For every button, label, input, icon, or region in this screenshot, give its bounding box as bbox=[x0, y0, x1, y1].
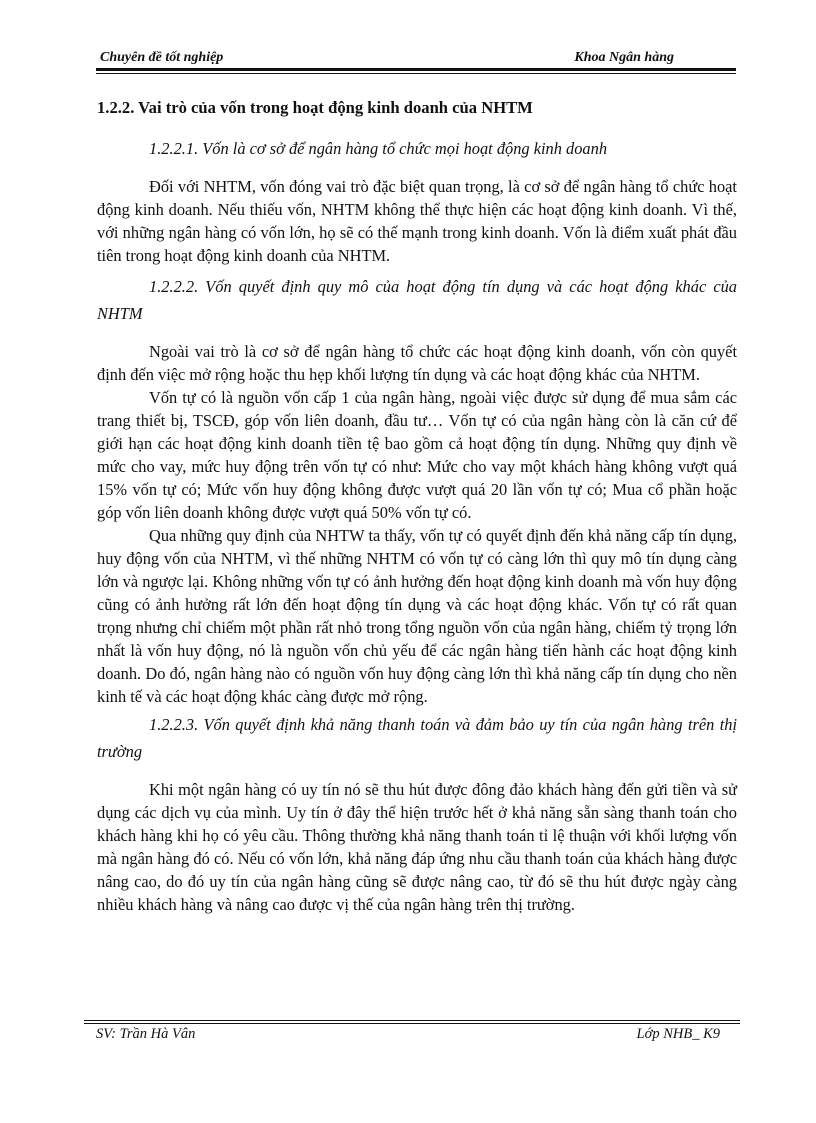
footer-left-text: SV: Trần Hà Vân bbox=[96, 1026, 196, 1042]
page-footer bbox=[96, 1026, 736, 1046]
footer-rule-bottom bbox=[84, 1023, 740, 1024]
header-right-text: Khoa Ngân hàng bbox=[574, 50, 674, 65]
subsection-heading-1: 1.2.2.1. Vốn là cơ sở để ngân hàng tổ chức mọi hoạt động kinh doanh bbox=[149, 139, 608, 158]
header-rule-thin bbox=[96, 73, 736, 74]
document-body bbox=[97, 96, 737, 916]
paragraph: Ngoài vai trò là cơ sở để ngân hàng tổ chức các hoạt động kinh doanh, vốn còn quyết định đến việc mở rộng hoặc thu hẹp khối lượng tín dụng và các hoạt động khác của NHTM. bbox=[97, 342, 737, 384]
header-left-text: Chuyên đề tốt nghiệp bbox=[100, 50, 224, 65]
header-rule-thick bbox=[96, 68, 736, 71]
paragraph: Qua những quy định của NHTW ta thấy, vốn tự có quyết định đến khả năng cấp tín dụng, huy động vốn của NHTM, vì thế những NHTM có vốn tự có càng lớn thì quy mô tín dụng càng lớn và ngược lại. Không những vốn tự có ảnh hưởng đến hoạt động kinh doanh mà vốn huy động cũng có ảnh hưởng rất lớn đến hoạt động tín dụng và các hoạt động khác. Vốn tự có rất quan trọng nhưng chỉ chiếm một phần rất nhỏ trong tổng nguồn vốn của ngân hàng, chiếm tỷ trọng lớn nhất là vốn huy động, nó là nguồn vốn chủ yếu để các ngân hàng tiến hành các hoạt động kinh doanh. Do đó, ngân hàng nào có nguồn vốn huy động càng lớn thì khả năng cấp tín dụng cho nền kinh tế và các hoạt động khác càng được mở rộng. bbox=[97, 526, 737, 706]
paragraph: Đối với NHTM, vốn đóng vai trò đặc biệt quan trọng, là cơ sở để ngân hàng tổ chức hoạt động kinh doanh. Nếu thiếu vốn, NHTM không thể thực hiện các hoạt động kinh doanh. Vì thế, với những ngân hàng có vốn lớn, họ sẽ có thế mạnh trong kinh doanh. Vốn là điểm xuất phát đầu tiên trong hoạt động kinh doanh của NHTM. bbox=[97, 177, 737, 265]
subsection-heading-3: 1.2.2.3. Vốn quyết định khả năng thanh toán và đảm bảo uy tín của ngân hàng trên thị trường bbox=[97, 715, 737, 761]
paragraph: Vốn tự có là nguồn vốn cấp 1 của ngân hàng, ngoài việc được sử dụng để mua sắm các trang thiết bị, TSCĐ, góp vốn liên doanh, đầu tư… Vốn tự có của ngân hàng còn là căn cứ để giới hạn các hoạt động kinh doanh tiền tệ bao gồm cả hoạt động tín dụng. Những quy định về mức cho vay, mức huy động trên vốn tự có như: Mức cho vay một khách hàng không vượt quá 15% vốn tự có; Mức vốn huy động không được vượt quá 20 lần vốn tự có; Mua cổ phần hoặc góp vốn liên doanh không được vượt quá 50% vốn tự có. bbox=[97, 388, 737, 522]
footer-rule-top bbox=[84, 1020, 740, 1021]
footer-right-text: Lớp NHB_ K9 bbox=[636, 1026, 720, 1042]
subsection-heading-2: 1.2.2.2. Vốn quyết định quy mô của hoạt động tín dụng và các hoạt động khác của NHTM bbox=[97, 277, 737, 323]
page-header bbox=[96, 48, 736, 68]
section-heading: 1.2.2. Vai trò của vốn trong hoạt động kinh doanh của NHTM bbox=[97, 98, 533, 117]
paragraph: Khi một ngân hàng có uy tín nó sẽ thu hút được đông đảo khách hàng đến gửi tiền và sử dụng các dịch vụ của mình. Uy tín ở đây thể hiện trước hết ở khả năng sẵn sàng thanh toán cho khách hàng khi họ có yêu cầu. Thông thường khả năng thanh toán tỉ lệ thuận với khối lượng vốn mà ngân hàng đó có. Nếu có vốn lớn, khả năng đáp ứng nhu cầu thanh toán của khách hàng được nâng cao, do đó uy tín của ngân hàng cũng sẽ được nâng cao, từ đó sẽ thu hút được ngày càng nhiều khách hàng và nâng cao được vị thế của ngân hàng trên thị trường. bbox=[97, 780, 737, 914]
